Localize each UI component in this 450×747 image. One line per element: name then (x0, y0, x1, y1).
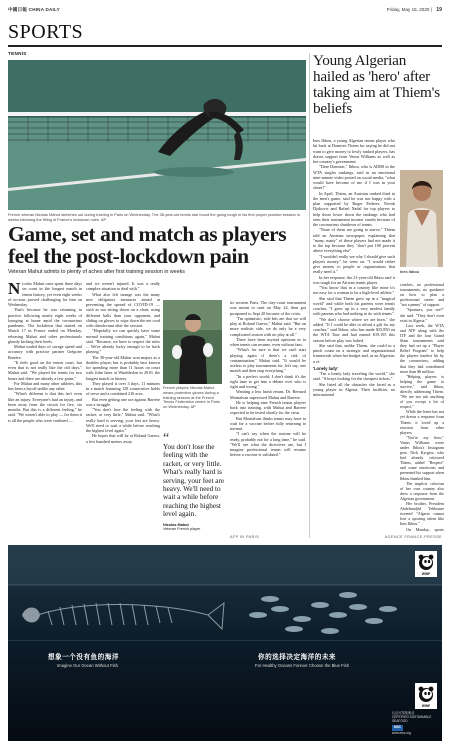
dropcap: N (8, 281, 21, 298)
right-story-column-1 (313, 138, 395, 532)
section-rule (8, 45, 442, 47)
section-title: SPORTS (8, 21, 84, 43)
pull-quote-text: You don't lose the feeling with the racket, or very little. What's really hard is serving, your feet are heavy. We'll need to wait a while before reaching the highest level again. (163, 443, 225, 519)
ad-left-headline-en: Imagine Our Ocean Without Fish (57, 663, 118, 668)
ines-ibbou-photo (400, 170, 443, 267)
msc-en-text: CERTIFIED SUSTAINABLE SEAFOOD (392, 714, 432, 723)
main-story-paragraph: and we weren't injured. It was a really complex situation to deal with." (86, 281, 160, 292)
main-story-paragraph: There have been myriad opinions as to when tennis can resume, even without fans. (230, 336, 306, 347)
main-story-paragraph: "It feels good on the tennis court, but even that is not really like the old days," Mahut said. "We played the tennis for two hours and there are already a few pains." (8, 359, 82, 381)
paragraph-text: icolas Mahut once spent three days on court in the longest match in tennis history, yet even eight weeks of no-tour proved challenging for him on Wednesday. (8, 281, 82, 307)
main-story-column-2 (86, 281, 160, 533)
right-story-paragraph: "Helping players is helping the game to survive," said Ibbou, directly addressing Thiem. "We are not ask anything of you except a bit of respect." (400, 373, 444, 410)
msc-badge: MSC (394, 724, 402, 729)
main-story-paragraph: Mahut traded days of savage speed and accuracy with practice partner Grégoire Barrère. (8, 344, 82, 360)
right-story-paragraph: Her brother, President Abdelmadjid Tebboune tweeted "Algeria cannot lose a sporting talent like Ines Ibbou." (400, 501, 444, 527)
main-story-paragraph: "I can't say when the routine will be ready, probably not for a long time," he said. "We'll see what the directives are, but I imagine professional tennis will resume before a vaccine is validated." (230, 431, 306, 458)
right-story-paragraph: "I wouldn't really see why I should give such players money," he went on. "I would rather give money to people or organizations that really need it." (313, 253, 395, 275)
issue-date: Friday, May 15, 2020 (386, 7, 430, 12)
main-photo-caption-text: French veteran Nicolas Mahut stretches out during training in Paris on Wednesday. The 38-year-old tennis star found the going tough in his first proper practice session in weeks following the lifting of France's lockdown rules. (8, 212, 300, 222)
msc-url: www.msc.org (392, 730, 411, 735)
ocean-fish-illustration (8, 545, 442, 741)
quote-mark-icon: “ (163, 431, 170, 446)
right-story-paragraph: She said that, unlike Thiem, she could in a pinch count on a strategic and organizational framework when her budget and, as an Algerian, a vi- (313, 342, 395, 364)
main-story-paragraph (8, 281, 82, 307)
right-story-paragraph: "We don't choose where we are born," she added. "If I could be able to afford a gift for my coaches," said Ibbou, who has made $35,850 on the WTA Tour and had earned $19,195 this season before play was halted. (313, 316, 395, 343)
side-photo-caption (163, 386, 223, 410)
wwf-logo-label-top: WWF (421, 572, 431, 576)
right-story-paragraph: In April, Thiem, an Austrian ranked third in the men's game, said he was not happy with a plan supported by Roger Federer, Novak Djokovic and Rafael Nadal for top players to help those lower down the rankings who had seen their tournament income vanish because of the coronavirus shutdown of tennis. (313, 190, 395, 227)
masthead-date-page: Friday, May 15, 2020 | 19 (386, 7, 442, 13)
right-story-paragraph: "None of them are going to starve," Thiem told an Austrian newspaper, explaining that "many, many" of those players had not made it to the top because they "don't put 100 percent above everything else". (313, 227, 395, 254)
right-story-paragraph: The implicit criticism of her own country also drew a response from the Algerian government. (400, 480, 444, 501)
right-headline: Young Algerian hailed as 'hero' after taking aim at Thiem's beliefs (313, 52, 440, 117)
pull-quote-role: Veteran French player (163, 527, 201, 532)
ad-left-headline-cn: 想象一个没有鱼的海洋 (48, 653, 119, 661)
right-story-paragraph: coaches, no professional tournaments, no guidance on how to plan a professional career and "not a penny" of support. (400, 282, 444, 308)
ines-ibbou-caption: Ines Ibbou (400, 270, 419, 274)
main-story-paragraph: "In a perfect world, I don't think it's the right time to get into a debate over who is right and wrong." (230, 373, 306, 389)
msc-certification (392, 712, 438, 736)
player-gloves-photo (163, 300, 222, 384)
right-story-paragraph: In her response, the 21-year-old Ibbou said it was tough for an African tennis player. (313, 274, 395, 285)
right-story-paragraph: Last week, the WTA and ATP along with the ITF and the four Grand Slam tournaments said they had set up a "Player Relief Program" to help the players hardest hit by the coronavirus, adding that they had contributed more than $6 million. (400, 322, 444, 374)
masthead-en-title: CHINA DAILY (28, 7, 60, 12)
right-story-paragraph: "Sponsors, you see?" she said. "They don't even exist in Algeria." (400, 307, 444, 323)
right-story-paragraph: On Monday, sports (406, 526, 444, 532)
right-story-byline: AGENCE FRANCE-PRESSE (384, 535, 442, 539)
right-story-paragraph: "You know that in a country like mine it's not easy for a woman to be a high-level athlete." (313, 285, 395, 296)
main-deck: Veteran Mahut admits to plenty of aches after first training session in weeks (8, 269, 185, 275)
wwf-logo-top (415, 551, 437, 577)
right-story-paragraph: She said that Thiem grew up in a "magical world" and while both his parents were tennis coaches, "I grew up in a very modest family with parents who had nothing to do with tennis". (313, 295, 395, 317)
main-story-paragraph: "What's different is that this isn't even like an injury. Everyone's had an injury, and been away from the circuit for five, six months. But this is a different feeling," he said. "We weren't able to play — for them it is all the people who were confined — (8, 391, 82, 423)
main-story-paragraph: The 38-year-old Mahut won majors as a doubles player, but is probably best known for spending more than 11 hours on court with John Isner at Wimbledon in 2010, the longest match in history. (86, 354, 160, 381)
main-story-paragraph: "You don't lose the feeling with the racket, or very little," Mahut said. "What's really hard is serving, your feet are heavy. We'll need to wait a while before reaching the highest level again." (86, 407, 160, 433)
wwf-logo-bottom (415, 683, 437, 709)
main-headline: Game, set and match as players feel the post-lockdown pain (8, 222, 287, 268)
pull-quote-name: Nicolas Mahut (163, 522, 189, 527)
main-story-paragraph: "What's for sure is that we can't start playing again if there's a risk of contamination," Mahut said. "It would be useless to play tournaments for, let's say, one month and then stop everything." (230, 347, 306, 374)
main-story-paragraph: But even getting one ace against Barrère was a struggle. (86, 396, 160, 407)
main-story-paragraph: But Montalvan thinks tennis may have to wait for a vaccine before fully returning to normal. (230, 415, 306, 431)
main-story-paragraph: He hopes that will be at Roland Garros, a few hundred meters away (86, 433, 160, 444)
main-photo (8, 60, 306, 210)
tennis-player-photo (8, 60, 306, 210)
main-story-paragraph: What also felt strange was the many new obligatory measures aimed at preventing the spread of COVID-19 — such as not sitting down on a chair, using different balls than your opponent, and sliding on gloves to wipe down the net cord with disinfectant after the session. (86, 291, 160, 328)
main-photo-credit: AP (100, 216, 107, 222)
side-photo-caption-text: French players Nicolas Mahut wears protective gloves during a training session at the French Tennis Federation centre in Paris on Wednesday. (163, 385, 220, 410)
wwf-logo-label-bottom: WWF (421, 704, 431, 708)
player-portrait-photo (400, 170, 443, 267)
page-number: 19 (436, 7, 442, 13)
right-story-column-2 (400, 282, 444, 532)
main-story-paragraph: They played it over 3 days, 11 minutes in a match featuring 138 consecutive holds of serve and a combined 216 aces. (86, 380, 160, 397)
pull-quote (163, 431, 227, 532)
side-photo-credit: AP (190, 404, 196, 410)
wwf-ocean-advertisement (8, 545, 442, 741)
masthead-logo (8, 7, 60, 13)
ad-right-headline-en: For Healthy Oceans Forever Choose the Blue Fish (255, 663, 350, 668)
right-story-subhead: 'Lonely lady' (313, 365, 339, 371)
subsection-label: TENNIS (8, 51, 27, 56)
main-story-paragraph: "I'm optimistic; side bits are that we will play at Roland Garros," Mahut said. "But on more realistic side, we do only be a very complicated season with no play at all." (230, 315, 306, 337)
main-story-column-1 (8, 281, 82, 533)
masthead (8, 6, 442, 16)
main-story-paragraph: "Hopefully we can quickly have some normal training conditions again," Mahut said. "Because, we have to respect the rules ... We're already lucky enough to be back playing." (86, 328, 160, 355)
msc-cn-text: 认证可持续渔业 (392, 711, 415, 715)
main-story-paragraph: Wanting a less harsh return, Dr. Bernard Montalvan supervised Mahut and Barrere. (230, 389, 306, 400)
masthead-cn-title: 中國日報 (8, 8, 28, 13)
main-story-byline: AFP IN PARIS (230, 535, 260, 539)
main-story-paragraph: its western Paris. The clay-court tournament was meant to start on May 24, then got postponed to Sept 20 because of the crisis. (230, 300, 306, 316)
ad-right-headline-cn: 你的选择决定海洋的未来 (258, 653, 337, 661)
right-story-paragraph: While the letter has not yet drawn a response from Thiem, it loved up a reaction from other players. (400, 409, 444, 435)
right-story-paragraph: Ines Ibbou, a young Algerian tennis player who hit back at Dominic Thiem for saying he did not want to give money to lowly ranked players, has drawn support from Venus Williams as well as her country's government. (313, 138, 395, 164)
main-story-column-3 (230, 300, 306, 532)
main-story-paragraph: For Mahut and many other athletes, this has been a layoff unlike any other. (8, 380, 82, 391)
right-story-paragraph: "Dear Dominic," Ibbou, who is ADR8 in the WTA singles rankings, said in an emotional nine-minute video posted on social media, "what would have become of me if I was in your shoes?" (313, 164, 395, 191)
side-photo (163, 300, 222, 384)
main-story-paragraph: That's because he was returning to practice following nearly eight weeks of lounging at home amid the coronavirus pandemic. The lockdown that started on March 17 in France ended on Monday, releasing Mahut and other professionals glumly kicking their heels. (8, 307, 82, 344)
right-story-paragraph: She listed all the obstacles she faced as a young player in Algeria. Their facilities, no international (313, 381, 395, 397)
main-story-paragraph: He is helping nine French tennis players back into training, with Mahut and Barrere expected to be tested shortly for the virus. (230, 399, 306, 416)
column-divider (309, 53, 310, 538)
right-story-paragraph: "You're my hero," Venus Williams wrote under Ibbou's Instagram post. Nick Kyrgios, who had already criticized Thiem, added "Respect" and some emoticons and presented his support when Ibbou thanked him. (400, 434, 444, 481)
right-story-paragraph: "I'm a lonely lady traveling the world," she said. "Always looking for the cheapest tickets." (313, 371, 395, 382)
